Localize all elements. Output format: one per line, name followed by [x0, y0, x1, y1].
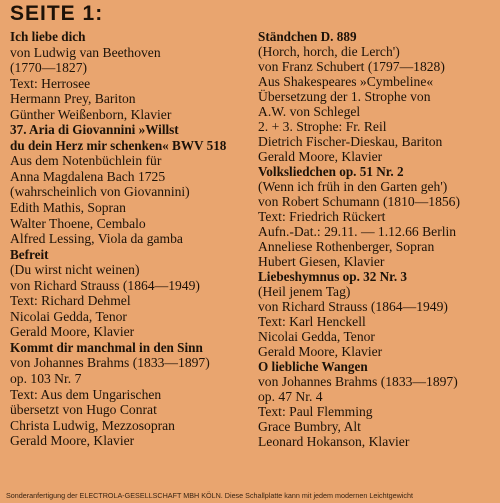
- song-title: Kommt dir manchmal in den Sinn: [10, 339, 203, 355]
- footer-note: Sonderanfertigung der ELECTROLA-GESELLSCHAFT MBH KÖLN. Diese Schallplatte kann mit jedem modernen Leichtgewicht: [6, 491, 413, 500]
- credit-line: von Richard Strauss (1864—1949): [10, 277, 200, 293]
- credit-line: (Du wirst nicht weinen): [10, 262, 140, 278]
- credit-line: (Wenn ich früh in den Garten geh'): [258, 179, 448, 194]
- credit-line: Aus dem Notenbüchlein für: [10, 153, 162, 169]
- credit-line: Leonard Hokanson, Klavier: [258, 434, 410, 449]
- credit-line: op. 47 Nr. 4: [258, 389, 323, 404]
- song-title: O liebliche Wangen: [258, 359, 368, 374]
- credit-line: von Robert Schumann (1810—1856): [258, 194, 460, 209]
- credit-line: op. 103 Nr. 7: [10, 371, 82, 387]
- credit-line: (wahrscheinlich von Giovannini): [10, 184, 190, 200]
- credit-line: Aus Shakespeares »Cymbeline«: [258, 74, 434, 89]
- credit-line: (Horch, horch, die Lerch'): [258, 44, 400, 59]
- credit-line: Dietrich Fischer-Dieskau, Bariton: [258, 134, 443, 149]
- credit-line: übersetzt von Hugo Conrat: [10, 402, 157, 418]
- credit-line: Nicolai Gedda, Tenor: [258, 329, 375, 344]
- credit-line: Übersetzung der 1. Strophe von: [258, 89, 431, 104]
- credit-line: Walter Thoene, Cembalo: [10, 215, 146, 231]
- song-title: du dein Herz mir schenken« BWV 518: [10, 137, 227, 153]
- credit-line: Text: Paul Flemming: [258, 404, 373, 419]
- credit-line: Text: Herrosee: [10, 75, 91, 91]
- credit-line: Text: Aus dem Ungarischen: [10, 386, 162, 402]
- song-title: Liebeshymnus op. 32 Nr. 3: [258, 269, 408, 284]
- credit-line: 2. + 3. Strophe: Fr. Reil: [258, 119, 387, 134]
- credit-line: Anna Magdalena Bach 1725: [10, 168, 166, 184]
- credit-line: Text: Karl Henckell: [258, 314, 366, 329]
- credit-line: Gerald Moore, Klavier: [10, 324, 135, 340]
- credit-line: Hermann Prey, Bariton: [10, 91, 136, 107]
- credit-line: Text: Friedrich Rückert: [258, 209, 386, 224]
- credit-line: Hubert Giesen, Klavier: [258, 254, 385, 269]
- credit-line: (Heil jenem Tag): [258, 284, 351, 299]
- credit-line: Aufn.-Dat.: 29.11. — 1.12.66 Berlin: [258, 224, 457, 239]
- song-title: Befreit: [10, 246, 49, 262]
- credit-line: von Ludwig van Beethoven: [10, 44, 161, 60]
- credit-line: Gerald Moore, Klavier: [10, 433, 135, 449]
- credit-line: Edith Mathis, Sopran: [10, 200, 126, 216]
- credit-line: Text: Richard Dehmel: [10, 293, 131, 309]
- credit-line: von Richard Strauss (1864—1949): [258, 299, 448, 314]
- credit-line: von Johannes Brahms (1833—1897): [258, 374, 458, 389]
- credit-line: Christa Ludwig, Mezzosopran: [10, 417, 175, 433]
- credit-line: von Johannes Brahms (1833—1897): [10, 355, 210, 371]
- side-heading: SEITE 1:: [10, 2, 104, 25]
- song-title: Ständchen D. 889: [258, 29, 357, 44]
- credit-line: Grace Bumbry, Alt: [258, 419, 361, 434]
- credit-line: Alfred Lessing, Viola da gamba: [10, 231, 183, 247]
- credit-line: Gerald Moore, Klavier: [258, 149, 383, 164]
- song-title: Ich liebe dich: [10, 29, 86, 44]
- credit-line: von Franz Schubert (1797—1828): [258, 59, 445, 74]
- credit-line: Gerald Moore, Klavier: [258, 344, 383, 359]
- credit-line: Anneliese Rothenberger, Sopran: [258, 239, 435, 254]
- credit-line: Günther Weißenborn, Klavier: [10, 106, 172, 122]
- right-column-tracklist: [258, 29, 498, 449]
- credit-line: Nicolai Gedda, Tenor: [10, 308, 127, 324]
- song-title: Volksliedchen op. 51 Nr. 2: [258, 164, 404, 179]
- credit-line: (1770—1827): [10, 60, 88, 76]
- credit-line: A.W. von Schlegel: [258, 104, 361, 119]
- song-title: 37. Aria di Giovannini »Willst: [10, 122, 179, 138]
- left-column-tracklist: [10, 29, 242, 449]
